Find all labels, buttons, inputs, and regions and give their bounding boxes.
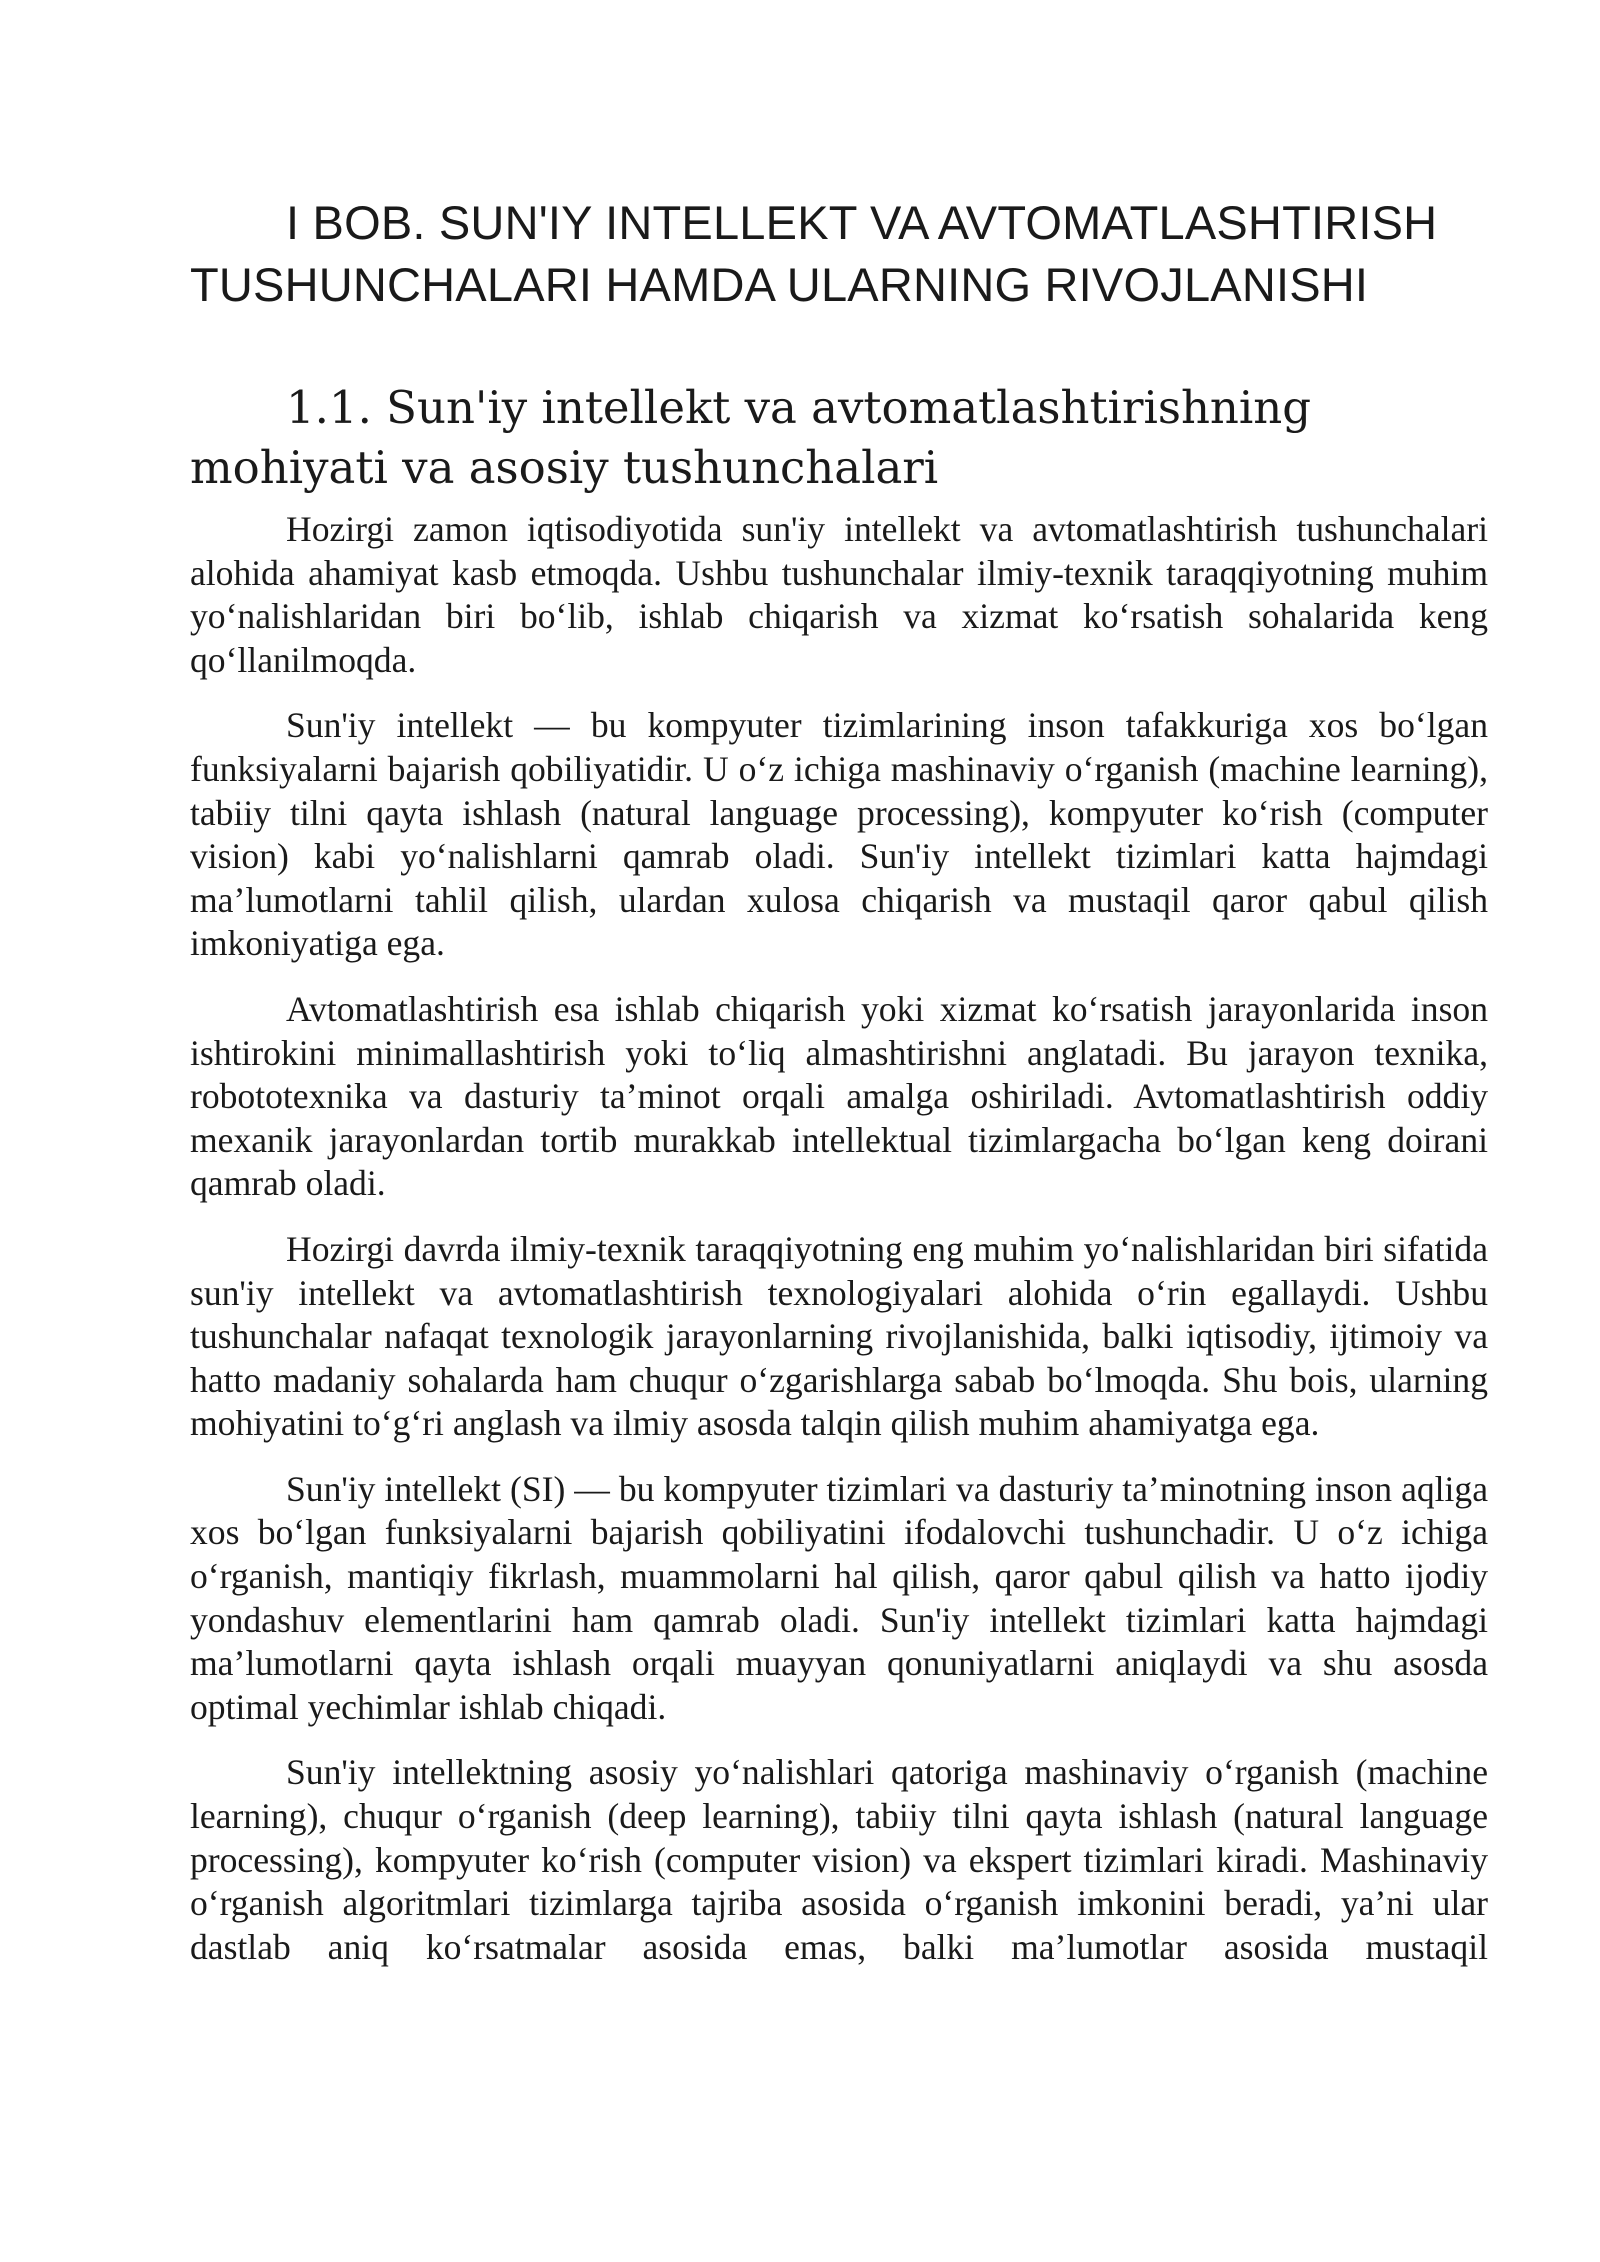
paragraph-3: Avtomatlashtirish esa ishlab chiqarish yoki xizmat ko‘rsatish jarayonlarida inson ishtirokini minimallashtirish yoki to‘liq almashtirishni anglatadi. Bu jarayon texnika, robototexnika va dasturiy ta’minot orqali amalga oshiriladi. Avtomatlashtirish oddiy mexanik jarayonlardan tortib murakkab intellektual tizimlargacha bo‘lgan keng doirani qamrab oladi. (190, 988, 1488, 1204)
paragraph-5: Sun'iy intellekt (SI) — bu kompyuter tizimlari va dasturiy ta’minotning inson aqliga xos bo‘lgan funksiyalarni bajarish qobiliyatini ifodalovchi tushunchadir. U o‘z ichiga o‘rganish, mantiqiy fikrlash, muammolarni hal qilish, qaror qabul qilish va hatto ijodiy yondashuv elementlarini ham qamrab oladi. Sun'iy intellekt tizimlari katta hajmdagi ma’lumotlarni qayta ishlash orqali muayyan qonuniyatlarni aniqlaydi va shu asosda optimal yechimlar ishlab chiqadi. (190, 1468, 1488, 1727)
chapter-title: I BOB. SUN'IY INTELLEKT VA AVTOMATLASHTIRISH TUSHUNCHALARI HAMDA ULARNING RIVOJLANISHI (190, 196, 1438, 311)
paragraph-1: Hozirgi zamon iqtisodiyotida sun'iy intellekt va avtomatlashtirish tushunchalari alohida ahamiyat kasb etmoqda. Ushbu tushunchalar ilmiy-texnik taraqqiyotning muhim yo‘nalishlaridan biri bo‘lib, ishlab chiqarish va xizmat ko‘rsatish sohalarida keng qo‘llanilmoqda. (190, 509, 1488, 680)
paragraph-4: Hozirgi davrda ilmiy-texnik taraqqiyotning eng muhim yo‘nalishlaridan biri sifatida sun'iy intellekt va avtomatlashtirish texnologiyalari alohida o‘rin egallaydi. Ushbu tushunchalar nafaqat texnologik jarayonlarning rivojlanishida, balki iqtisodiy, ijtimoiy va hatto madaniy sohalarda ham chuqur o‘zgarishlarga sabab bo‘lmoqda. Shu bois, ularning mohiyatini to‘g‘ri anglash va ilmiy asosda talqin qilish muhim ahamiyatga ega. (190, 1228, 1488, 1444)
section-title: 1.1. Sun'iy intellekt va avtomatlashtirishning mohiyati va asosiy tushunchalari (190, 381, 1312, 494)
paragraph-2: Sun'iy intellekt — bu kompyuter tizimlarining inson tafakkuriga xos bo‘lgan funksiyalarni bajarish qobiliyatidir. U o‘z ichiga mashinaviy o‘rganish (machine learning), tabiiy tilni qayta ishlash (natural language processing), kompyuter ko‘rish (computer vision) kabi yo‘nalishlarni qamrab oladi. Sun'iy intellekt tizimlari katta hajmdagi ma’lumotlarni tahlil qilish, ulardan xulosa chiqarish va mustaqil qaror qabul qilish imkoniyatiga ega. (190, 705, 1488, 964)
document-page (190, 192, 1488, 1991)
paragraph-6: Sun'iy intellektning asosiy yo‘nalishlari qatoriga mashinaviy o‘rganish (machine learning), chuqur o‘rganish (deep learning), tabiiy tilni qayta ishlash (natural language processing), kompyuter ko‘rish (computer vision) va ekspert tizimlari kiradi. Mashinaviy o‘rganish algoritmlari tizimlarga tajriba asosida o‘rganish imkonini beradi, ya’ni ular dastlab aniq ko‘rsatmalar asosida emas, balki ma’lumotlar asosida mustaqil (190, 1752, 1488, 1967)
